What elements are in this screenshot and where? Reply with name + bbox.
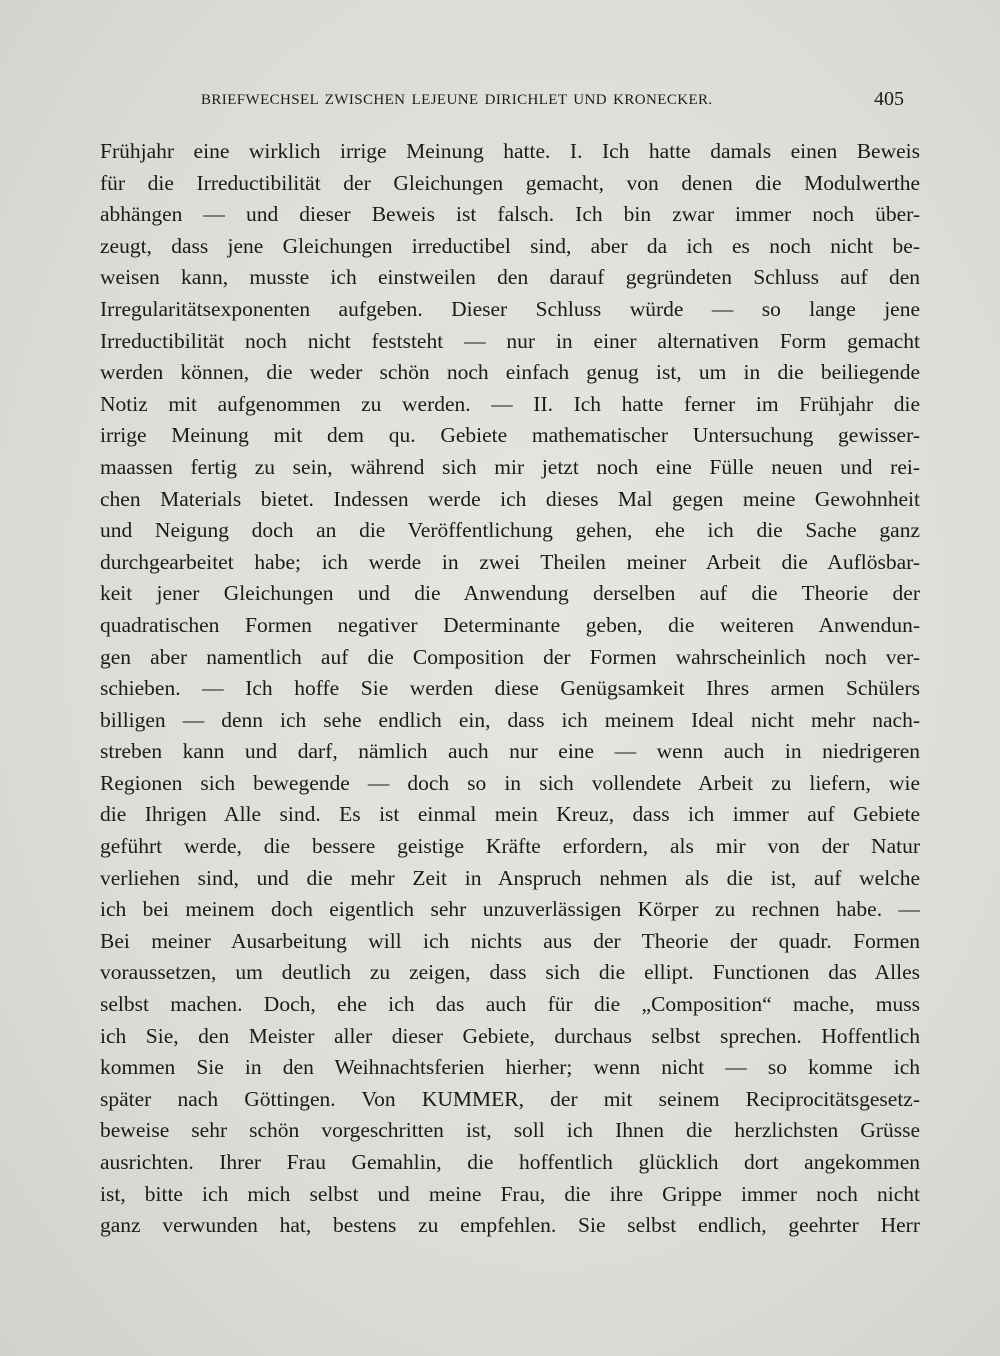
text-line: Frühjahr eine wirklich irrige Meinung hatte. I. Ich hatte damals einen Beweis (100, 139, 920, 163)
text-line: ich bei meinem doch eigentlich sehr unzuverlässigen Körper zu rechnen habe. — (100, 897, 920, 922)
text-line: chen Materials bietet. Indessen werde ich dieses Mal gegen meine Gewohnheit (100, 486, 920, 511)
text-line: Regionen sich bewegende — doch so in sich vollendete Arbeit zu liefern, wie (100, 770, 920, 795)
text-line: billigen — denn ich sehe endlich ein, dass ich meinem Ideal nicht mehr nach- (100, 707, 920, 732)
text-line: schieben. — Ich hoffe Sie werden diese Genügsamkeit Ihres armen Schülers (100, 676, 920, 701)
text-line: keit jener Gleichungen und die Anwendung derselben auf die Theorie der (100, 581, 920, 606)
text-line: für die Irreductibilität der Gleichungen gemacht, von denen die Modulwerthe (100, 170, 920, 195)
text-line: Irreductibilität noch nicht feststeht — nur in einer alternativen Form gemacht (100, 328, 920, 353)
text-line: selbst machen. Doch, ehe ich das auch für die „Composition“ mache, muss (100, 992, 920, 1017)
text-line: geführt werde, die bessere geistige Kräfte erfordern, als mir von der Natur (100, 834, 920, 859)
text-line: verliehen sind, und die mehr Zeit in Anspruch nehmen als die ist, auf welche (100, 865, 920, 890)
text-line: Irregularitätsexponenten aufgeben. Dieser Schluss würde — so lange jene (100, 296, 920, 321)
text-line: die Ihrigen Alle sind. Es ist einmal mein Kreuz, dass ich immer auf Gebiete (100, 802, 920, 827)
text-line: kommen Sie in den Weihnachtsferien hierher; wenn nicht — so komme ich (100, 1055, 920, 1080)
page-header (100, 88, 904, 118)
text-line: Bei meiner Ausarbeitung will ich nichts aus der Theorie der quadr. Formen (100, 928, 920, 953)
text-line: später nach Göttingen. Von KUMMER, der mit seinem Reciprocitätsgesetz- (100, 1086, 920, 1111)
text-line: werden können, die weder schön noch einfach genug ist, um in die beiliegende (100, 360, 920, 385)
text-line: gen aber namentlich auf die Composition der Formen wahrscheinlich noch ver- (100, 644, 920, 669)
text-line: streben kann und darf, nämlich auch nur eine — wenn auch in niedrigeren (100, 739, 920, 764)
text-line: ausrichten. Ihrer Frau Gemahlin, die hoffentlich glücklich dort angekommen (100, 1150, 920, 1174)
text-line: beweise sehr schön vorgeschritten ist, soll ich Ihnen die herzlichsten Grüsse (100, 1118, 920, 1143)
text-line: irrige Meinung mit dem qu. Gebiete mathematischer Untersuchung gewisser- (100, 423, 920, 448)
page-number: 405 (874, 88, 904, 110)
text-line: weisen kann, musste ich einstweilen den darauf gegründeten Schluss auf den (100, 265, 920, 290)
body-text (100, 136, 920, 1242)
text-line: voraussetzen, um deutlich zu zeigen, dass sich die ellipt. Functionen das Alles (100, 960, 920, 985)
text-line: Notiz mit aufgenommen zu werden. — II. Ich hatte ferner im Frühjahr die (100, 391, 920, 416)
text-line: ganz verwunden hat, bestens zu empfehlen. Sie selbst endlich, geehrter Herr (100, 1213, 920, 1238)
text-line: maassen fertig zu sein, während sich mir jetzt noch eine Fülle neuen und rei- (100, 454, 920, 479)
text-line: zeugt, dass jene Gleichungen irreductibel sind, aber da ich es noch nicht be- (100, 233, 920, 258)
text-line: abhängen — und dieser Beweis ist falsch. Ich bin zwar immer noch über- (100, 202, 920, 227)
text-line: quadratischen Formen negativer Determinante geben, die weiteren Anwendun- (100, 612, 920, 637)
text-line: ich Sie, den Meister aller dieser Gebiete, durchaus selbst sprechen. Hoffentlich (100, 1023, 920, 1048)
text-line: und Neigung doch an die Veröffentlichung gehen, ehe ich die Sache ganz (100, 518, 920, 543)
running-head: BRIEFWECHSEL ZWISCHEN LEJEUNE DIRICHLET UND KRONECKER. (201, 92, 713, 108)
text-line: durchgearbeitet habe; ich werde in zwei Theilen meiner Arbeit die Auflösbar- (100, 549, 920, 574)
text-line: ist, bitte ich mich selbst und meine Frau, die ihre Grippe immer noch nicht (100, 1181, 920, 1206)
